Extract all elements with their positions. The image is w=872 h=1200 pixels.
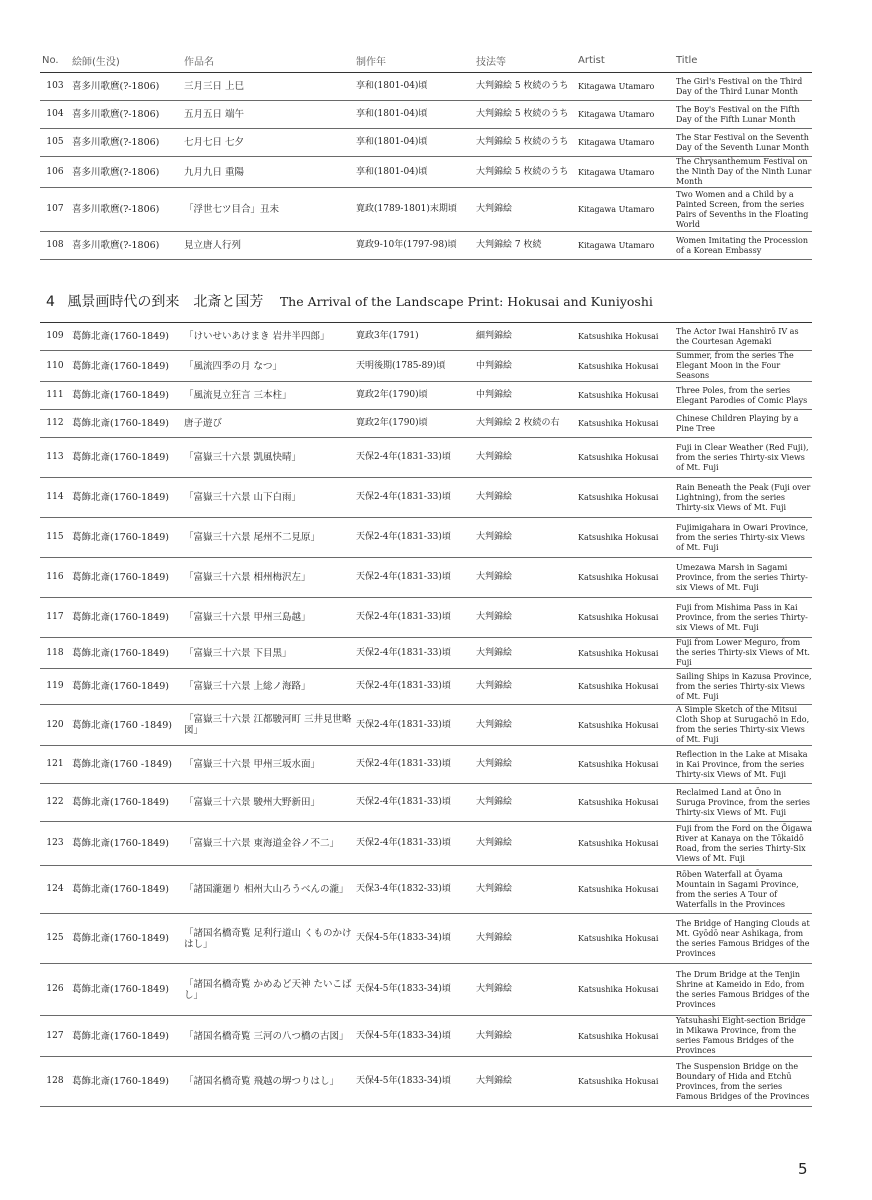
technique-cell: 細判錦絵 xyxy=(474,323,576,351)
catalog-number: 113 xyxy=(40,438,70,478)
artist-jp-cell: 喜多川歌麿(?-1806) xyxy=(70,232,182,260)
work-title-jp-cell: 「富嶽三十六景 相州梅沢左」 xyxy=(182,558,354,598)
work-title-jp-cell: 「富嶽三十六景 江都駿河町 三井見世略図」 xyxy=(182,705,354,746)
artist-jp-cell: 葛飾北斎(1760-1849) xyxy=(70,598,182,638)
table-row xyxy=(40,323,812,351)
section-heading xyxy=(46,290,826,314)
artist-jp-cell: 葛飾北斎(1760-1849) xyxy=(70,518,182,558)
title-en-cell: Reclaimed Land at Ōno in Suruga Province, from the series Thirty-six Views of Mt. Fuji xyxy=(674,784,812,822)
table-row xyxy=(40,1057,812,1107)
artist-en-cell: Kitagawa Utamaro xyxy=(576,188,674,232)
technique-cell: 大判錦絵 xyxy=(474,438,576,478)
date-cell: 天保4-5年(1833-34)頃 xyxy=(354,1016,474,1057)
artist-jp-cell: 葛飾北斎(1760-1849) xyxy=(70,382,182,410)
title-en-cell: A Simple Sketch of the Mitsui Cloth Shop at Surugachō in Edo, from the series Thirty-six Views of Mt. Fuji xyxy=(674,705,812,746)
artist-jp-cell: 喜多川歌麿(?-1806) xyxy=(70,188,182,232)
technique-cell: 大判錦絵 xyxy=(474,822,576,866)
table-row xyxy=(40,914,812,964)
table-row xyxy=(40,101,812,129)
title-en-cell: Chinese Children Playing by a Pine Tree xyxy=(674,410,812,438)
table-row xyxy=(40,598,812,638)
artist-en-cell: Katsushika Hokusai xyxy=(576,784,674,822)
artist-jp-cell: 葛飾北斎(1760-1849) xyxy=(70,438,182,478)
table-row xyxy=(40,410,812,438)
technique-cell: 大判錦絵 5 枚続のうち xyxy=(474,73,576,101)
technique-cell: 大判錦絵 xyxy=(474,669,576,705)
date-cell: 天保2-4年(1831-33)頃 xyxy=(354,638,474,669)
table-row xyxy=(40,669,812,705)
table-row xyxy=(40,518,812,558)
date-cell: 天保2-4年(1831-33)頃 xyxy=(354,598,474,638)
catalog-number: 121 xyxy=(40,746,70,784)
catalog-number: 120 xyxy=(40,705,70,746)
catalog-number: 126 xyxy=(40,964,70,1016)
date-cell: 寛政3年(1791) xyxy=(354,323,474,351)
title-en-cell: Rain Beneath the Peak (Fuji over Lightning), from the series Thirty-six Views of Mt. Fuji xyxy=(674,478,812,518)
technique-cell: 大判錦絵 xyxy=(474,558,576,598)
title-en-cell: Two Women and a Child by a Painted Screen, from the series Pairs of Sevenths in the Floating World xyxy=(674,188,812,232)
catalog-number: 111 xyxy=(40,382,70,410)
artist-jp-cell: 葛飾北斎(1760-1849) xyxy=(70,558,182,598)
table-row xyxy=(40,232,812,260)
catalog-number: 122 xyxy=(40,784,70,822)
title-en-cell: Fuji from Mishima Pass in Kai Province, from the series Thirty-six Views of Mt. Fuji xyxy=(674,598,812,638)
title-en-cell: Fuji from the Ford on the Ōigawa River at Kanaya on the Tōkaidō Road, from the series Thirty-Six Views of Mt. Fuji xyxy=(674,822,812,866)
title-en-cell: The Drum Bridge at the Tenjin Shrine at Kameido in Edo, from the series Famous Bridges of the Provinces xyxy=(674,964,812,1016)
catalog-number: 110 xyxy=(40,351,70,382)
artist-jp-cell: 喜多川歌麿(?-1806) xyxy=(70,129,182,157)
section-number: 4 xyxy=(46,294,55,310)
technique-cell: 大判錦絵 5 枚続のうち xyxy=(474,129,576,157)
artist-en-cell: Katsushika Hokusai xyxy=(576,438,674,478)
date-cell: 天明後期(1785-89)頃 xyxy=(354,351,474,382)
title-en-cell: Sailing Ships in Kazusa Province, from the series Thirty-six Views of Mt. Fuji xyxy=(674,669,812,705)
technique-cell: 大判錦絵 xyxy=(474,1016,576,1057)
artist-en-cell: Katsushika Hokusai xyxy=(576,746,674,784)
title-en-cell: The Star Festival on the Seventh Day of the Seventh Lunar Month xyxy=(674,129,812,157)
artist-en-cell: Kitagawa Utamaro xyxy=(576,157,674,188)
artist-jp-cell: 葛飾北斎(1760 -1849) xyxy=(70,746,182,784)
artist-en-cell: Katsushika Hokusai xyxy=(576,478,674,518)
header-artist-en: Artist xyxy=(576,48,674,73)
technique-cell: 大判錦絵 xyxy=(474,638,576,669)
date-cell: 寛政2年(1790)頃 xyxy=(354,382,474,410)
page-number: 5 xyxy=(798,1160,808,1178)
artist-jp-cell: 葛飾北斎(1760-1849) xyxy=(70,669,182,705)
date-cell: 寛政9-10年(1797-98)頃 xyxy=(354,232,474,260)
work-title-jp-cell: 「諸国名橋奇覧 飛越の堺つりはし」 xyxy=(182,1057,354,1107)
technique-cell: 大判錦絵 2 枚続の右 xyxy=(474,410,576,438)
artist-jp-cell: 葛飾北斎(1760-1849) xyxy=(70,1016,182,1057)
title-en-cell: Reflection in the Lake at Misaka in Kai Province, from the series Thirty-six Views of Mt. Fuji xyxy=(674,746,812,784)
artist-en-cell: Kitagawa Utamaro xyxy=(576,129,674,157)
artist-jp-cell: 葛飾北斎(1760-1849) xyxy=(70,866,182,914)
table-row xyxy=(40,822,812,866)
date-cell: 享和(1801-04)頃 xyxy=(354,129,474,157)
artist-jp-cell: 葛飾北斎(1760-1849) xyxy=(70,638,182,669)
artist-en-cell: Katsushika Hokusai xyxy=(576,351,674,382)
work-title-jp-cell: 「富嶽三十六景 甲州三島越」 xyxy=(182,598,354,638)
catalog-number: 112 xyxy=(40,410,70,438)
artist-en-cell: Katsushika Hokusai xyxy=(576,598,674,638)
artwork-table-utamaro xyxy=(40,48,812,260)
catalog-number: 114 xyxy=(40,478,70,518)
header-technique: 技法等 xyxy=(474,48,576,73)
catalog-number: 108 xyxy=(40,232,70,260)
catalog-number: 116 xyxy=(40,558,70,598)
catalog-number: 104 xyxy=(40,101,70,129)
title-en-cell: Fuji in Clear Weather (Red Fuji), from the series Thirty-six Views of Mt. Fuji xyxy=(674,438,812,478)
artist-en-cell: Katsushika Hokusai xyxy=(576,964,674,1016)
catalog-number: 105 xyxy=(40,129,70,157)
artist-jp-cell: 葛飾北斎(1760-1849) xyxy=(70,1057,182,1107)
header-work: 作品名 xyxy=(182,48,354,73)
work-title-jp-cell: 「諸国瀧廻り 相州大山ろうべんの瀧」 xyxy=(182,866,354,914)
date-cell: 享和(1801-04)頃 xyxy=(354,157,474,188)
title-en-cell: Yatsuhashi Eight-section Bridge in Mikawa Province, from the series Famous Bridges of the Provinces xyxy=(674,1016,812,1057)
technique-cell: 大判錦絵 xyxy=(474,598,576,638)
work-title-jp-cell: 見立唐人行列 xyxy=(182,232,354,260)
technique-cell: 大判錦絵 xyxy=(474,914,576,964)
artwork-table-hokusai xyxy=(40,322,812,1107)
artist-en-cell: Katsushika Hokusai xyxy=(576,669,674,705)
work-title-jp-cell: 「富嶽三十六景 甲州三坂水面」 xyxy=(182,746,354,784)
table-header-row xyxy=(40,48,812,73)
work-title-jp-cell: 「浮世七ツ目合」丑未 xyxy=(182,188,354,232)
header-title-en: Title xyxy=(674,48,812,73)
work-title-jp-cell: 三月三日 上巳 xyxy=(182,73,354,101)
technique-cell: 大判錦絵 5 枚続のうち xyxy=(474,101,576,129)
artist-jp-cell: 葛飾北斎(1760-1849) xyxy=(70,323,182,351)
title-en-cell: Women Imitating the Procession of a Korean Embassy xyxy=(674,232,812,260)
table-row xyxy=(40,129,812,157)
technique-cell: 大判錦絵 5 枚続のうち xyxy=(474,157,576,188)
artist-en-cell: Katsushika Hokusai xyxy=(576,518,674,558)
artist-en-cell: Katsushika Hokusai xyxy=(576,1016,674,1057)
title-en-cell: The Chrysanthemum Festival on the Ninth Day of the Ninth Lunar Month xyxy=(676,157,812,186)
date-cell: 天保2-4年(1831-33)頃 xyxy=(354,478,474,518)
work-title-jp-cell: 「諸国名橋奇覧 足利行道山 くものかけはし」 xyxy=(182,914,354,964)
title-en-cell: Fujimigahara in Owari Province, from the series Thirty-six Views of Mt. Fuji xyxy=(674,518,812,558)
date-cell: 天保3-4年(1832-33)頃 xyxy=(354,866,474,914)
section-title-en: The Arrival of the Landscape Print: Hokusai and Kuniyoshi xyxy=(279,294,653,309)
artist-jp-cell: 葛飾北斎(1760-1849) xyxy=(70,822,182,866)
date-cell: 天保2-4年(1831-33)頃 xyxy=(354,669,474,705)
technique-cell: 大判錦絵 xyxy=(474,746,576,784)
date-cell: 寛政2年(1790)頃 xyxy=(354,410,474,438)
catalog-number: 127 xyxy=(40,1016,70,1057)
artist-en-cell: Katsushika Hokusai xyxy=(576,822,674,866)
catalog-number: 107 xyxy=(40,188,70,232)
title-en-cell: The Girl's Festival on the Third Day of the Third Lunar Month xyxy=(674,73,812,101)
table-row xyxy=(40,964,812,1016)
title-en-cell: The Suspension Bridge on the Boundary of Hida and Etchū Provinces, from the series Famous Bridges of the Provinces xyxy=(674,1057,812,1107)
work-title-jp-cell: 九月九日 重陽 xyxy=(182,157,354,188)
title-en-cell: Umezawa Marsh in Sagami Province, from the series Thirty-six Views of Mt. Fuji xyxy=(674,558,812,598)
artist-jp-cell: 葛飾北斎(1760-1849) xyxy=(70,784,182,822)
technique-cell: 大判錦絵 xyxy=(474,964,576,1016)
artist-jp-cell: 葛飾北斎(1760-1849) xyxy=(70,410,182,438)
date-cell: 天保2-4年(1831-33)頃 xyxy=(354,784,474,822)
date-cell: 享和(1801-04)頃 xyxy=(354,101,474,129)
table-row xyxy=(40,746,812,784)
technique-cell: 大判錦絵 7 枚続 xyxy=(474,232,576,260)
artist-en-cell: Katsushika Hokusai xyxy=(576,914,674,964)
work-title-jp-cell: 「富嶽三十六景 下目黒」 xyxy=(182,638,354,669)
artist-en-cell: Katsushika Hokusai xyxy=(576,323,674,351)
work-title-jp-cell: 「富嶽三十六景 尾州不二見原」 xyxy=(182,518,354,558)
table-row xyxy=(40,558,812,598)
artist-en-cell: Katsushika Hokusai xyxy=(576,705,674,746)
work-title-jp-cell: 「富嶽三十六景 東海道金谷ノ不二」 xyxy=(182,822,354,866)
table-row xyxy=(40,1016,812,1057)
catalog-number: 125 xyxy=(40,914,70,964)
artist-jp-cell: 葛飾北斎(1760-1849) xyxy=(70,478,182,518)
work-title-jp-cell: 「諸国名橋奇覧 三河の八つ橋の古図」 xyxy=(182,1016,354,1057)
table-row xyxy=(40,351,812,382)
title-en-cell: Summer, from the series The Elegant Moon in the Four Seasons xyxy=(674,351,812,382)
work-title-jp-cell: 唐子遊び xyxy=(182,410,354,438)
technique-cell: 大判錦絵 xyxy=(474,478,576,518)
table-row xyxy=(40,438,812,478)
title-en-cell: The Boy's Festival on the Fifth Day of the Fifth Lunar Month xyxy=(674,101,812,129)
work-title-jp-cell: 「けいせいあけまき 岩井半四郎」 xyxy=(182,323,354,351)
artist-en-cell: Kitagawa Utamaro xyxy=(576,232,674,260)
catalog-number: 118 xyxy=(40,638,70,669)
artist-en-cell: Katsushika Hokusai xyxy=(576,558,674,598)
table-row xyxy=(40,382,812,410)
technique-cell: 大判錦絵 xyxy=(474,188,576,232)
table-row xyxy=(40,784,812,822)
date-cell: 天保2-4年(1831-33)頃 xyxy=(354,438,474,478)
date-cell: 天保4-5年(1833-34)頃 xyxy=(354,914,474,964)
table-row xyxy=(40,188,812,232)
artist-jp-cell: 葛飾北斎(1760-1849) xyxy=(70,964,182,1016)
artist-jp-cell: 葛飾北斎(1760-1849) xyxy=(70,351,182,382)
work-title-jp-cell: 「富嶽三十六景 山下白雨」 xyxy=(182,478,354,518)
catalog-number: 123 xyxy=(40,822,70,866)
artist-jp-cell: 喜多川歌麿(?-1806) xyxy=(70,157,182,188)
technique-cell: 大判錦絵 xyxy=(474,866,576,914)
header-date: 制作年 xyxy=(354,48,474,73)
table-row xyxy=(40,157,812,188)
date-cell: 寛政(1789-1801)末期頃 xyxy=(354,188,474,232)
date-cell: 天保4-5年(1833-34)頃 xyxy=(354,964,474,1016)
artist-jp-cell: 葛飾北斎(1760-1849) xyxy=(70,914,182,964)
technique-cell: 大判錦絵 xyxy=(474,1057,576,1107)
work-title-jp-cell: 七月七日 七夕 xyxy=(182,129,354,157)
work-title-jp-cell: 「風流見立狂言 三本柱」 xyxy=(182,382,354,410)
header-no: No. xyxy=(40,48,70,73)
work-title-jp-cell: 「諸国名橋奇覧 かめゐど天神 たいこばし」 xyxy=(182,964,354,1016)
catalog-number: 128 xyxy=(40,1057,70,1107)
catalog-number: 124 xyxy=(40,866,70,914)
date-cell: 天保2-4年(1831-33)頃 xyxy=(354,746,474,784)
date-cell: 天保4-5年(1833-34)頃 xyxy=(354,1057,474,1107)
work-title-jp-cell: 「富嶽三十六景 上総ノ海路」 xyxy=(182,669,354,705)
technique-cell: 大判錦絵 xyxy=(474,518,576,558)
technique-cell: 中判錦絵 xyxy=(474,382,576,410)
table-row xyxy=(40,638,812,669)
title-en-cell: Three Poles, from the series Elegant Parodies of Comic Plays xyxy=(674,382,812,410)
date-cell: 天保2-4年(1831-33)頃 xyxy=(354,705,474,746)
header-artist-jp: 絵師(生没) xyxy=(70,48,182,73)
catalog-number: 119 xyxy=(40,669,70,705)
table-row xyxy=(40,478,812,518)
title-en-cell: The Actor Iwai Hanshirō IV as the Courtesan Agemaki xyxy=(674,323,812,351)
date-cell: 享和(1801-04)頃 xyxy=(354,73,474,101)
artist-en-cell: Katsushika Hokusai xyxy=(576,866,674,914)
table-row xyxy=(40,866,812,914)
technique-cell: 中判錦絵 xyxy=(474,351,576,382)
table-row xyxy=(40,73,812,101)
catalog-number: 106 xyxy=(40,157,70,188)
table-row xyxy=(40,705,812,746)
artist-jp-cell: 喜多川歌麿(?-1806) xyxy=(70,73,182,101)
work-title-jp-cell: 「富嶽三十六景 駿州大野新田」 xyxy=(182,784,354,822)
artist-en-cell: Katsushika Hokusai xyxy=(576,638,674,669)
artist-jp-cell: 喜多川歌麿(?-1806) xyxy=(70,101,182,129)
work-title-jp-cell: 「富嶽三十六景 凱風快晴」 xyxy=(182,438,354,478)
work-title-jp-cell: 「風流四季の月 なつ」 xyxy=(182,351,354,382)
date-cell: 天保2-4年(1831-33)頃 xyxy=(354,822,474,866)
catalog-number: 117 xyxy=(40,598,70,638)
title-en-cell: The Bridge of Hanging Clouds at Mt. Gyōdō near Ashikaga, from the series Famous Bridges of the Provinces xyxy=(674,914,812,964)
work-title-jp-cell: 五月五日 端午 xyxy=(182,101,354,129)
technique-cell: 大判錦絵 xyxy=(474,705,576,746)
catalog-number: 115 xyxy=(40,518,70,558)
artist-jp-cell: 葛飾北斎(1760 -1849) xyxy=(70,705,182,746)
artist-en-cell: Katsushika Hokusai xyxy=(576,410,674,438)
artist-en-cell: Kitagawa Utamaro xyxy=(576,73,674,101)
catalog-number: 103 xyxy=(40,73,70,101)
date-cell: 天保2-4年(1831-33)頃 xyxy=(354,518,474,558)
artist-en-cell: Katsushika Hokusai xyxy=(576,382,674,410)
title-en-cell: Fuji from Lower Meguro, from the series Thirty-six Views of Mt. Fuji xyxy=(674,638,812,669)
section-title-jp: 風景画時代の到来 北斎と国芳 xyxy=(67,294,264,310)
artist-en-cell: Katsushika Hokusai xyxy=(576,1057,674,1107)
technique-cell: 大判錦絵 xyxy=(474,784,576,822)
title-en-cell: Rōben Waterfall at Ōyama Mountain in Sagami Province, from the series A Tour of Waterfalls in the Provinces xyxy=(674,866,812,914)
catalog-number: 109 xyxy=(40,323,70,351)
artist-en-cell: Kitagawa Utamaro xyxy=(576,101,674,129)
date-cell: 天保2-4年(1831-33)頃 xyxy=(354,558,474,598)
